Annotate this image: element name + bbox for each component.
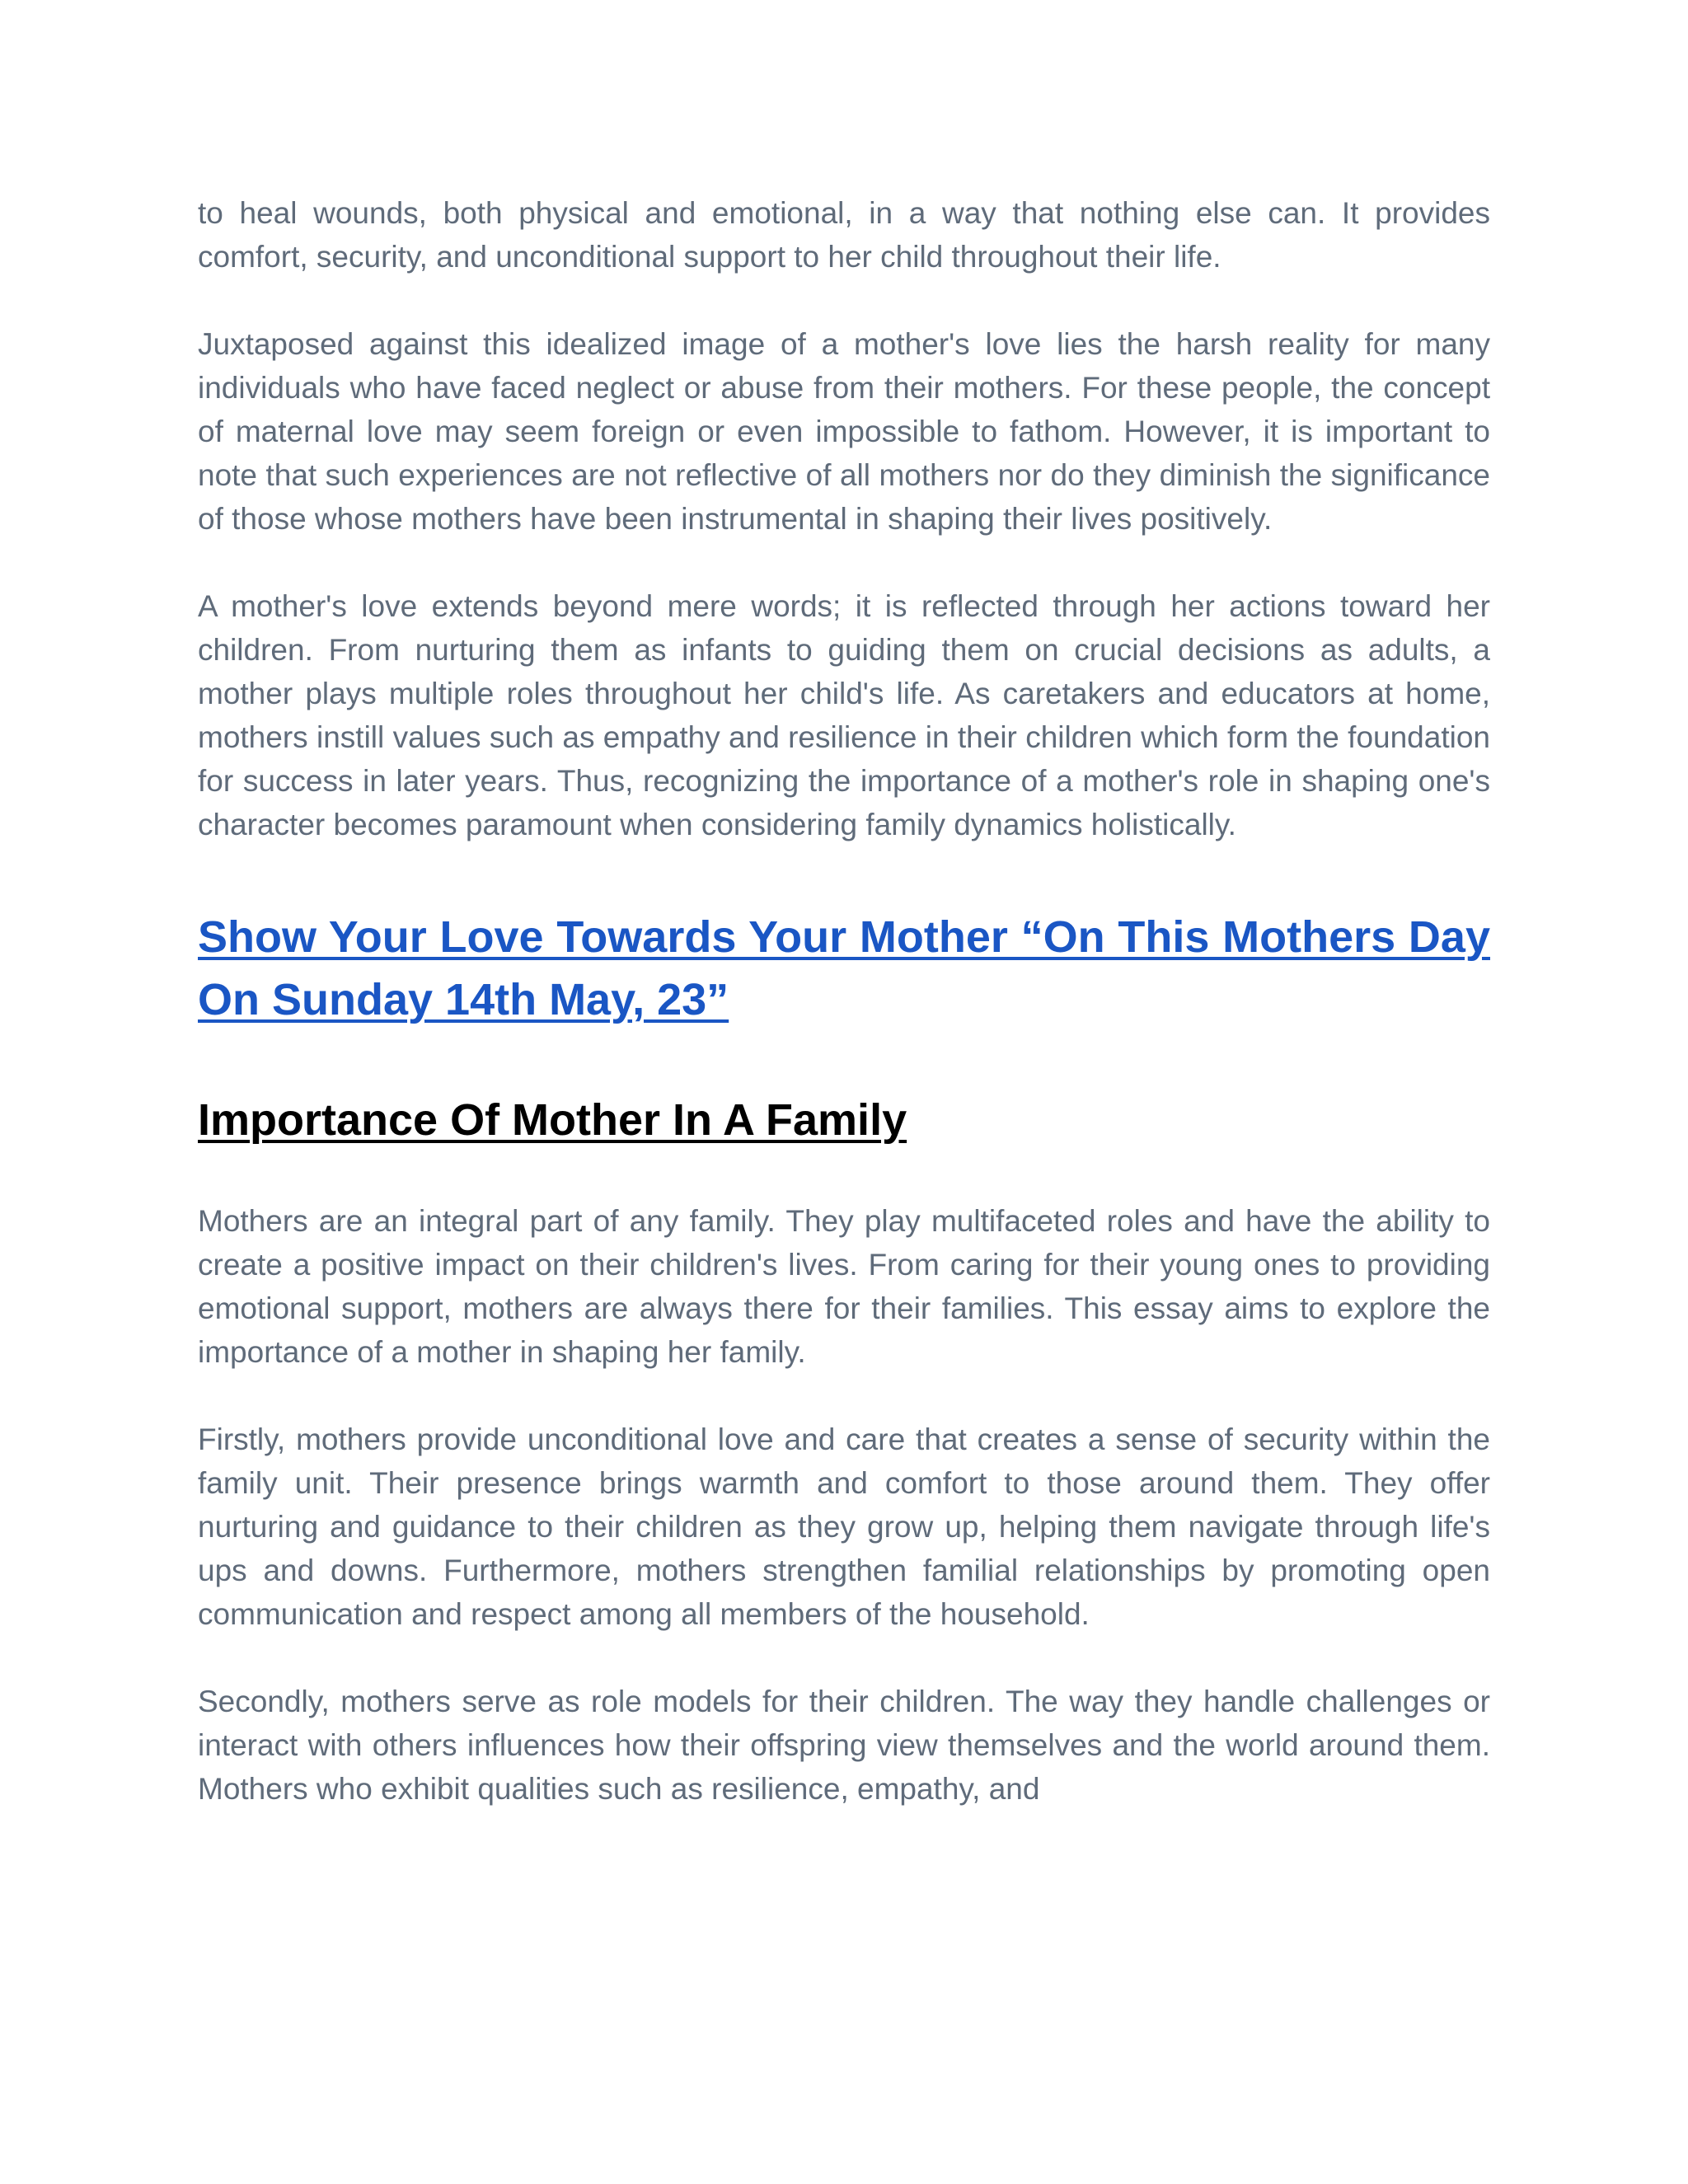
paragraph-mothers-love: A mother's love extends beyond mere words; it is reflected through her actions toward her children. From nurturing them as infants to guiding them on crucial decisions as adults, a mother plays multiple roles throughout her child's life. As caretakers and educators at home, mothers instill values such as empathy and resilience in their children which form the foundation for success in later years. Thus, recognizing the importance of a mother's role in shaping one's character becomes paramount when considering family dynamics holistically. [198,589,1490,841]
paragraph-firstly: Firstly, mothers provide unconditional love and care that creates a sense of security within the family unit. Their presence brings warmth and comfort to those around them. They offer nurturing and guidance to their children as they grow up, helping them navigate through life's ups and downs. Furthermore, mothers strengthen familial relationships by promoting open communication and respect among all members of the household. [198,1422,1490,1631]
section-heading-importance: Importance Of Mother In A Family [198,1095,907,1145]
paragraph-secondly: Secondly, mothers serve as role models for their children. The way they handle challenges or interact with others influences how their offspring view themselves and the world around them. Mothers who exhibit qualities such as resilience, empathy, and [198,1685,1490,1806]
paragraph-juxtaposed: Juxtaposed against this idealized image of a mother's love lies the harsh reality for many individuals who have faced neglect or abuse from their mothers. For these people, the concept of maternal love may seem foreign or even impossible to fathom. However, it is important to note that such experiences are not reflective of all mothers nor do they diminish the significance of those whose mothers have been instrumental in shaping their lives positively. [198,327,1490,536]
mothers-day-link-heading[interactable]: Show Your Love Towards Your Mother “On This Mothers Day On Sunday 14th May, 23” [198,912,1490,1024]
paragraph-continued: to heal wounds, both physical and emotional, in a way that nothing else can. It provides comfort, security, and unconditional support to her child throughout their life. [198,196,1490,274]
document-page [198,191,1490,1811]
paragraph-integral-part: Mothers are an integral part of any family. They play multifaceted roles and have the ability to create a positive impact on their children's lives. From caring for their young ones to providing emotional support, mothers are always there for their families. This essay aims to explore the importance of a mother in shaping her family. [198,1204,1490,1369]
